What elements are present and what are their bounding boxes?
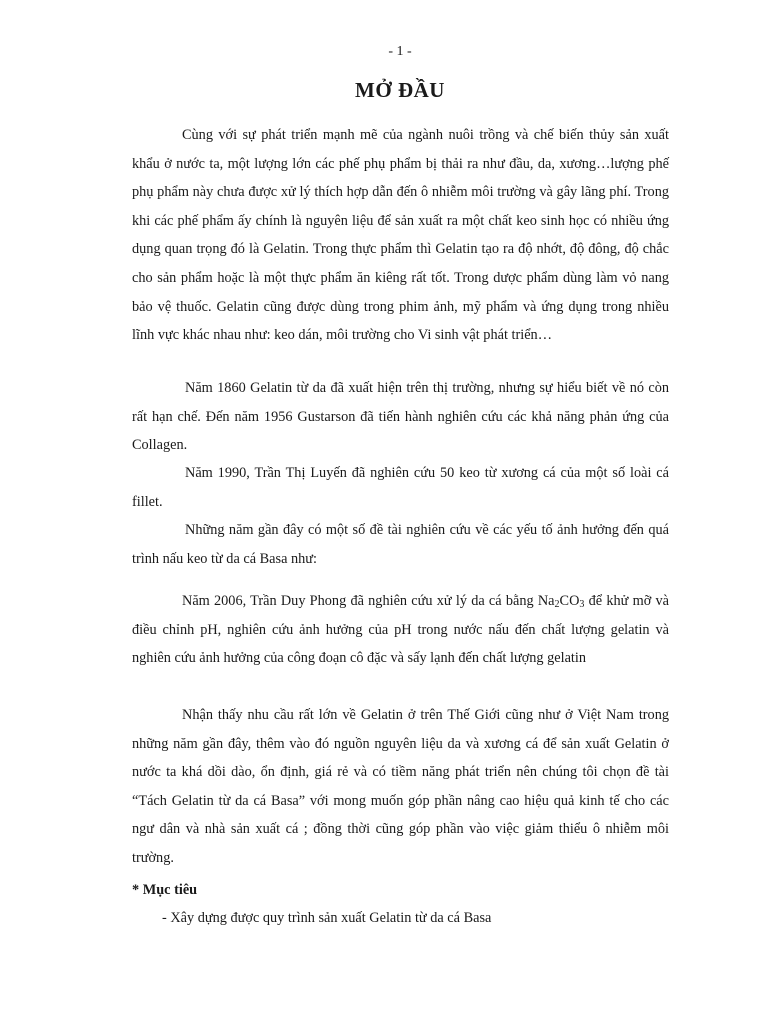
subscript-2: 2	[554, 599, 560, 610]
paragraph-history-1990	[132, 459, 669, 516]
paragraph-2006-text-after: để khử mỡ và điều chỉnh pH, nghiên cứu ảnh hưởng của pH trong nước nấu đến chất lượng gelatin và nghiên cứu ảnh hưởng của công đoạn cô đặc và sấy lạnh đến chất lượng gelatin	[132, 593, 669, 667]
objective-item: - Xây dựng được quy trình sản xuất Gelatin từ da cá Basa	[162, 910, 492, 926]
page-number: - 1 -	[388, 44, 412, 59]
paragraph-motivation	[132, 701, 669, 873]
paragraph-2006-text-before: Năm 2006, Trần Duy Phong đã nghiên cứu xử lý da cá bằng Na	[182, 593, 555, 609]
paragraph-intro-text: Cùng với sự phát triển mạnh mẽ của ngành nuôi trồng và chế biến thủy sản xuất khẩu ở nước ta, một lượng lớn các phế phụ phẩm bị thải ra như đầu, da, xương…lượng phế phụ phẩm này chưa được xử lý thích hợp dẫn đến ô nhiễm môi trường và gây lãng phí. Trong khi các phế phẩm ấy chính là nguyên liệu để sản xuất ra một chất keo sinh học có nhiều ứng dụng quan trọng đó là Gelatin. Trong thực phẩm thì Gelatin tạo ra độ nhớt, độ đông, độ chắc cho sản phẩm hoặc là một thực phẩm ăn kiêng rất tốt. Trong dược phẩm dùng làm vỏ nang bảo vệ thuốc. Gelatin cũng được dùng trong phim ảnh, mỹ phẩm và ứng dụng trong nhiều lĩnh vực khác nhau như: keo dán, môi trường cho Vi sinh vật phát triển…	[132, 127, 669, 344]
paragraph-history-1990-text: Năm 1990, Trần Thị Luyến đã nghiên cứu 50 keo từ xương cá của một số loài cá fillet.	[132, 465, 669, 510]
paragraph-history-1860	[132, 374, 669, 460]
paragraph-2006-research	[132, 587, 669, 673]
paragraph-history-1860-text: Năm 1860 Gelatin từ da đã xuất hiện trên thị trường, nhưng sự hiểu biết về nó còn rất hạn chế. Đến năm 1956 Gustarson đã tiến hành nghiên cứu các khả năng phản ứng của Collagen.	[132, 380, 669, 454]
paragraph-recent-research	[132, 516, 669, 573]
paragraph-motivation-text: Nhận thấy nhu cầu rất lớn về Gelatin ở trên Thế Giới cũng như ở Việt Nam trong những năm gần đây, thêm vào đó nguồn nguyên liệu da và xương cá để sản xuất Gelatin ở nước ta khá dồi dào, ổn định, giá rẻ và có tiềm năng phát triển nên chúng tôi chọn đề tài “Tách Gelatin từ da cá Basa” với mong muốn góp phần nâng cao hiệu quả kinh tế cho các ngư dân và nhà sản xuất cá ; đồng thời cũng góp phần vào việc giảm thiểu ô nhiễm môi trường.	[132, 707, 669, 866]
subscript-3: 3	[579, 599, 585, 610]
paragraph-intro	[132, 121, 669, 350]
paragraph-recent-research-text: Những năm gần đây có một số đề tài nghiên cứu về các yếu tố ảnh hưởng đến quá trình nấu keo từ da cá Basa như:	[132, 522, 669, 567]
formula-co: CO	[559, 593, 580, 609]
objective-heading: * Mục tiêu	[132, 882, 198, 898]
page-title: MỞ ĐẦU	[355, 78, 445, 102]
